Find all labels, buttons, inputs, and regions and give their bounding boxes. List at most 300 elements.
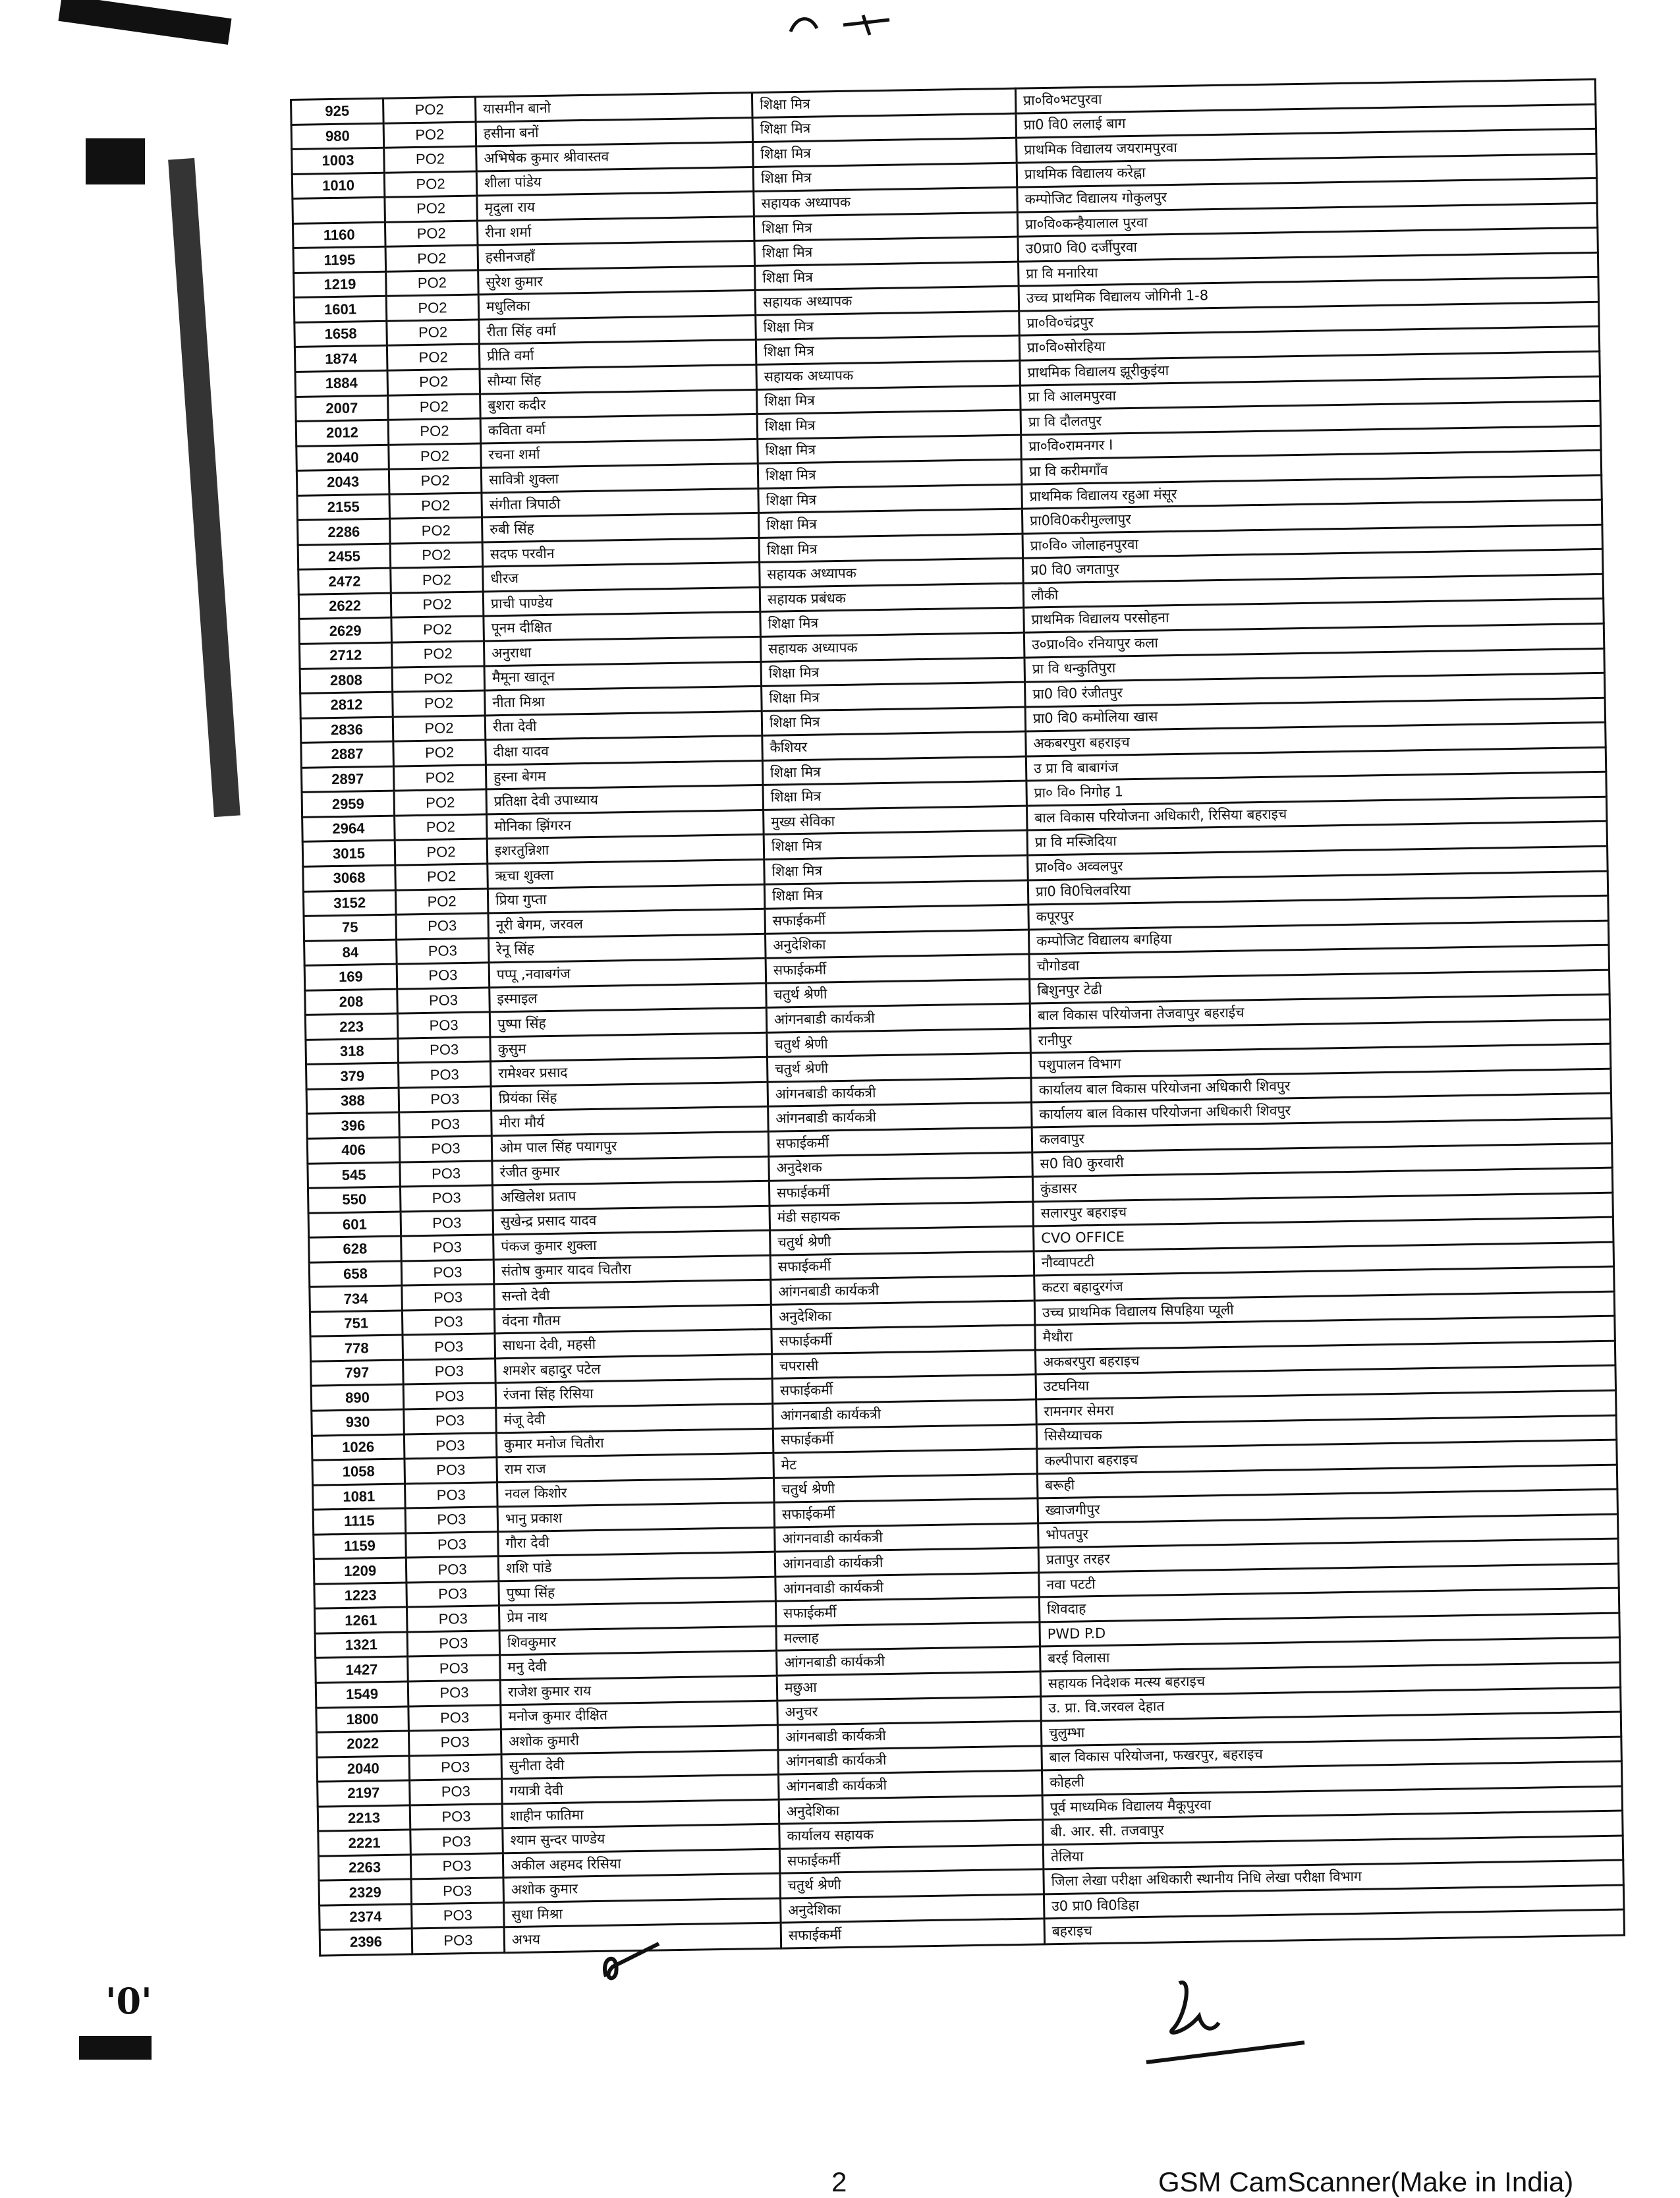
row-post: शिक्षा मित्र	[753, 138, 1017, 167]
row-post: सफाईकर्मी	[773, 1424, 1037, 1453]
row-name: सुरेश कुमार	[478, 266, 756, 295]
row-id	[293, 197, 385, 223]
signature-right	[1140, 1970, 1311, 2071]
row-id: 1601	[294, 296, 387, 323]
row-name: मृदुला राय	[477, 192, 754, 221]
row-name: सुखेन्द्र प्रसाद यादव	[493, 1206, 770, 1235]
row-id: 2964	[302, 816, 395, 842]
row-post: शिक्षा मित्र	[758, 509, 1022, 538]
row-name: रेनू सिंह	[489, 934, 766, 963]
row-code: PO2	[393, 765, 486, 791]
row-place: प्रा0 वि0 कमोलिया खास	[1025, 698, 1605, 731]
row-place: उ०प्रा०वि० रनियापुर कला	[1024, 623, 1604, 657]
row-post: शिक्षा मित्र	[763, 781, 1027, 810]
employee-list-table	[290, 78, 1623, 1957]
row-place: स0 वि0 कुरवारी	[1032, 1143, 1612, 1177]
row-post: चतुर्थ श्रेणी	[766, 979, 1030, 1008]
row-place: रामनगर सेमरा	[1036, 1390, 1616, 1424]
row-code: PO3	[410, 1803, 503, 1830]
row-name: अशोक कुमार	[503, 1874, 781, 1903]
row-post: सहायक अध्यापक	[756, 360, 1021, 389]
row-code: PO3	[403, 1334, 495, 1360]
row-code: PO2	[385, 245, 478, 271]
row-place: बी. आर. सी. तजवापुर	[1043, 1811, 1623, 1844]
row-post: शिक्षा मित्र	[753, 163, 1017, 192]
row-name: रीता सिंह वर्मा	[479, 315, 756, 344]
table-body	[291, 79, 1625, 1956]
row-id: 2897	[301, 766, 394, 793]
row-post: सफाईकर्मी	[774, 1498, 1038, 1527]
row-code: PO3	[397, 963, 490, 989]
row-id: 406	[307, 1137, 400, 1164]
scan-edge-left-top	[86, 138, 145, 184]
row-post: मंडी सहायक	[770, 1202, 1034, 1231]
row-code: PO2	[390, 542, 483, 569]
row-name: मैमूना खातून	[484, 662, 762, 690]
row-place: प्रा0 वि0 रंजीतपुर	[1025, 673, 1605, 706]
row-place: प्रा० वि० निगोह 1	[1026, 772, 1606, 806]
row-post: शिक्षा मित्र	[764, 880, 1028, 909]
row-post: अनुदेशिका	[765, 930, 1029, 959]
row-code: PO2	[385, 221, 478, 247]
row-name: यासमीन बानो	[475, 92, 752, 121]
row-code: PO2	[389, 493, 482, 519]
row-name: दीक्षा यादव	[486, 736, 763, 765]
row-id: 1209	[314, 1558, 406, 1584]
row-id: 2629	[299, 618, 392, 644]
row-place: कलवापुर	[1032, 1118, 1611, 1152]
scan-edge-top-left	[58, 0, 231, 45]
row-post: शिक्षा मित्र	[757, 385, 1021, 414]
row-place: बाल विकास परियोजना अधिकारी, रिसिया बहराइच	[1026, 797, 1606, 830]
row-place: कोहली	[1042, 1761, 1621, 1795]
row-place: उ प्रा वि बाबागंज	[1026, 747, 1606, 781]
row-id: 396	[307, 1113, 400, 1139]
row-code: PO3	[408, 1730, 501, 1756]
row-name: पूनम दीक्षित	[484, 612, 761, 641]
row-post: शिक्षा मित्र	[757, 410, 1021, 439]
row-place: कम्पोजिट विद्यालय बगहिया	[1028, 920, 1608, 954]
row-post: अनुदेशिका	[779, 1795, 1043, 1824]
row-code: PO3	[409, 1754, 502, 1780]
row-code: PO2	[389, 443, 482, 470]
row-id: 2836	[300, 717, 393, 743]
row-place: अकबरपुरा बहराइच	[1026, 722, 1606, 756]
row-id: 1874	[294, 346, 387, 372]
row-id: 1081	[313, 1484, 406, 1510]
row-name: अकील अहमद रिसिया	[503, 1849, 780, 1878]
row-post: सफाईकर्मी	[769, 1177, 1033, 1206]
row-place: उच्च प्राथमिक विद्यालय सिपहिया प्यूली	[1034, 1291, 1614, 1325]
row-post: आंगनवाडी कार्यकत्री	[775, 1573, 1040, 1602]
row-id: 388	[306, 1088, 399, 1114]
row-name: कुमार मनोज चितौरा	[496, 1428, 773, 1457]
row-post: शिक्षा मित्र	[758, 484, 1022, 513]
row-id: 1884	[295, 370, 388, 397]
row-id: 1026	[312, 1434, 405, 1461]
row-post: अनुदेशिका	[771, 1301, 1035, 1330]
row-place: प्राथमिक विद्यालय झूरीकुइंया	[1020, 351, 1600, 385]
row-name: हसीना बनों	[476, 117, 753, 146]
row-post: शिक्षा मित्र	[758, 435, 1022, 464]
row-id: 75	[304, 915, 397, 941]
row-code: PO3	[403, 1359, 496, 1385]
row-code: PO2	[386, 295, 479, 321]
row-post: शिक्षा मित्र	[755, 262, 1019, 291]
row-id: 1003	[292, 148, 385, 174]
scan-edge-left-bar	[168, 158, 240, 817]
row-place: प्राथमिक विद्यालय परसोहना	[1024, 599, 1604, 633]
row-post: चपरासी	[772, 1350, 1036, 1379]
row-id: 550	[308, 1187, 401, 1213]
row-code: PO3	[401, 1210, 493, 1236]
row-post: आंगनबाडी कार्यकत्री	[777, 1721, 1042, 1750]
row-post: आंगनबाडी कार्यकत्री	[771, 1276, 1035, 1305]
row-place: प्रा0वि0करीमुल्लापुर	[1022, 500, 1602, 534]
row-post: शिक्षा मित्र	[752, 88, 1016, 117]
row-post: सफाईकर्मी	[772, 1374, 1036, 1403]
row-name: मनु देवी	[500, 1651, 777, 1680]
row-place: तेलिया	[1043, 1836, 1623, 1869]
row-post: आंगनबाडी कार्यकत्री	[779, 1770, 1043, 1799]
row-place: PWD P.D	[1040, 1613, 1619, 1647]
row-code: PO2	[388, 418, 481, 445]
row-place: उ0प्रा0 वि0 दर्जीपुरवा	[1018, 228, 1598, 262]
row-code: PO2	[386, 270, 479, 296]
row-name: सदफ परवीन	[482, 538, 760, 567]
row-code: PO3	[405, 1482, 498, 1508]
row-code: PO3	[412, 1927, 505, 1954]
row-id: 3068	[303, 865, 396, 891]
row-post: अनुदेशिका	[780, 1894, 1044, 1923]
row-name: पप्पू ,नवाबगंज	[489, 958, 766, 987]
row-name: संतोष कुमार यादव चितौरा	[493, 1255, 771, 1284]
row-post: मेट	[773, 1449, 1038, 1478]
row-name: नीता मिश्रा	[485, 686, 762, 715]
row-name: राम राज	[497, 1453, 774, 1482]
row-code: PO2	[389, 468, 482, 494]
row-place: बाल विकास परियोजना तेजवापुर बहराईच	[1030, 994, 1610, 1028]
row-id: 1160	[293, 222, 385, 248]
row-place: बहराइच	[1044, 1910, 1624, 1944]
row-name: श्याम सुन्दर पाण्डेय	[503, 1824, 780, 1853]
row-code: PO3	[399, 1086, 491, 1113]
row-post: शिक्षा मित्र	[762, 707, 1026, 736]
row-post: शिक्षा मित्र	[756, 311, 1020, 340]
row-code: PO3	[396, 913, 489, 940]
row-post: अनुदेशक	[769, 1152, 1033, 1181]
row-code: PO2	[395, 839, 488, 865]
row-name: वंदना गौतम	[494, 1305, 771, 1334]
row-code: PO3	[412, 1903, 505, 1929]
row-place: प्राथमिक विद्यालय जयरामपुरवा	[1017, 128, 1596, 162]
row-id: 2043	[296, 469, 389, 495]
row-id: 1549	[316, 1681, 408, 1708]
row-name: रुबी सिंह	[482, 513, 760, 542]
row-place: उ. प्रा. वि.जरवल देहात	[1041, 1687, 1621, 1721]
row-id: 2040	[296, 445, 389, 471]
row-place: जिला लेखा परीक्षा अधिकारी स्थानीय निधि लेखा परीक्षा विभाग	[1044, 1860, 1623, 1894]
row-place: रानीपुर	[1030, 1019, 1610, 1053]
row-post: मल्लाह	[776, 1622, 1040, 1651]
row-name: प्रिया गुप्ता	[488, 884, 765, 913]
row-post: मुख्य सेविका	[764, 806, 1028, 835]
row-name: इशरतुन्निशा	[487, 835, 764, 864]
row-code: PO2	[383, 122, 476, 148]
row-place: सिसैय्याचक	[1036, 1415, 1616, 1449]
row-place: कल्पीपारा बहराइच	[1037, 1440, 1617, 1473]
row-name: गौरा देवी	[498, 1527, 775, 1556]
row-post: आंगनबाडी कार्यकत्री	[768, 1078, 1032, 1107]
row-post: सफाईकर्मी	[766, 954, 1030, 983]
row-name: अभिषेक कुमार श्रीवास्तव	[476, 142, 754, 171]
row-code: PO3	[397, 988, 490, 1014]
row-post: कैशियर	[762, 731, 1026, 760]
row-post: शिक्षा मित्र	[754, 237, 1019, 266]
row-code: PO3	[408, 1705, 501, 1731]
row-id: 1261	[314, 1607, 407, 1633]
row-id: 628	[309, 1236, 402, 1262]
row-place: प्रा वि आलमपुरवा	[1020, 376, 1600, 410]
row-id: 2455	[298, 544, 391, 570]
footer-brand: GSM CamScanner(Make in India)	[1158, 2166, 1574, 2197]
row-post: आंगनबाडी कार्यकत्री	[777, 1647, 1041, 1676]
row-name: रंजना सिंह रिसिया	[495, 1379, 773, 1408]
row-place: प्रा०वि०सोरहिया	[1019, 327, 1599, 360]
row-name: पुष्पा सिंह	[499, 1577, 776, 1606]
row-id: 1658	[294, 321, 387, 347]
row-code: PO3	[407, 1631, 500, 1657]
row-place: ख्वाजगीपुर	[1038, 1489, 1617, 1523]
row-name: रीता देवी	[485, 711, 762, 740]
row-code: PO3	[402, 1309, 495, 1336]
row-post: सहायक अध्यापक	[754, 187, 1018, 216]
row-id: 2022	[316, 1731, 409, 1757]
row-name: राजेश कुमार राय	[500, 1676, 777, 1705]
row-place: प्रा०वि० जोलाहनपुरवा	[1022, 524, 1602, 558]
row-name: पंकज कुमार शुक्ला	[493, 1230, 771, 1259]
row-name: शिवकुमार	[499, 1626, 777, 1655]
row-place: प्रा वि दौलतपुर	[1021, 401, 1600, 434]
row-place: कम्पोजिट विद्यालय गोकुलपुर	[1017, 179, 1597, 212]
row-name: ऋचा शुक्ला	[488, 859, 765, 888]
row-post: सहायक अध्यापक	[755, 287, 1019, 316]
row-post: सहायक अध्यापक	[760, 633, 1024, 662]
row-name: मंजू देवी	[496, 1403, 773, 1432]
row-post: सहायक अध्यापक	[760, 559, 1024, 588]
row-name: प्रेम नाथ	[499, 1602, 776, 1631]
row-post: आंगनवाडी कार्यकत्री	[775, 1523, 1039, 1552]
row-place: प्रा वि धन्कुतिपुरा	[1024, 648, 1604, 682]
row-post: अनुचर	[777, 1696, 1042, 1725]
row-code: PO3	[403, 1383, 496, 1409]
row-name: रामेश्वर प्रसाद	[490, 1057, 768, 1086]
row-id: 2374	[320, 1904, 412, 1930]
row-name: रंजीत कुमार	[492, 1156, 770, 1185]
row-place: प्रा०वि०भटपुरवा	[1015, 79, 1595, 113]
row-name: रीना शर्मा	[477, 216, 754, 245]
row-place: प्रा0 वि0चिलवरिया	[1028, 871, 1608, 905]
row-code: PO2	[395, 888, 488, 915]
row-code: PO3	[400, 1160, 493, 1187]
row-post: शिक्षा मित्र	[764, 830, 1028, 859]
row-place: बरई विलासा	[1040, 1638, 1620, 1672]
row-post: शिक्षा मित्र	[761, 658, 1025, 687]
row-post: शिक्षा मित्र	[754, 212, 1018, 241]
row-id: 1223	[314, 1583, 407, 1609]
row-place: उ0 प्रा0 वि0डिहा	[1044, 1885, 1623, 1919]
row-name: अखिलेश प्रताप	[492, 1181, 770, 1210]
row-id: 379	[306, 1063, 399, 1089]
row-code: PO3	[401, 1260, 494, 1286]
row-id: 734	[310, 1285, 403, 1312]
row-place: नौव्वापटटी	[1034, 1242, 1613, 1276]
row-name: सावित्री शुक्ला	[481, 464, 758, 493]
row-name: प्रतिक्षा देवी उपाध्याय	[486, 785, 764, 814]
row-id: 2213	[318, 1805, 410, 1832]
row-code: PO2	[387, 369, 480, 395]
row-place: पशुपालन विभाग	[1030, 1044, 1610, 1078]
row-code: PO2	[391, 641, 484, 667]
row-place: प्र0 वि0 जगतापुर	[1023, 550, 1603, 583]
row-place: प्राथमिक विद्यालय करेह्ना	[1017, 154, 1596, 187]
row-place: बिशुनपुर टेढी	[1030, 970, 1610, 1003]
row-name: संगीता त्रिपाठी	[482, 488, 759, 517]
row-code: PO2	[390, 517, 483, 544]
row-id: 980	[291, 123, 384, 150]
row-place: चुलुम्भा	[1041, 1712, 1621, 1745]
row-name: मीरा मौर्य	[491, 1107, 769, 1136]
row-place: सहायक निदेशक मत्स्य बहराइच	[1040, 1662, 1620, 1696]
row-id: 2329	[319, 1879, 412, 1905]
row-place: कपूरपुर	[1028, 895, 1608, 929]
row-post: चतुर्थ श्रेणी	[767, 1053, 1031, 1082]
row-id: 2712	[299, 642, 392, 669]
row-code: PO2	[395, 864, 488, 890]
page-number: 2	[831, 2166, 847, 2197]
row-code: PO2	[384, 146, 477, 173]
row-code: PO3	[411, 1878, 504, 1904]
row-post: शिक्षा मित्र	[756, 336, 1020, 365]
row-id: 2263	[318, 1855, 411, 1881]
row-id: 2197	[318, 1780, 410, 1807]
row-code: PO3	[399, 1136, 492, 1162]
row-code: PO3	[398, 1037, 491, 1063]
row-name: सुनीता देवी	[501, 1750, 779, 1779]
row-place: CVO OFFICE	[1034, 1217, 1613, 1251]
row-name: शीला पांडेय	[476, 167, 754, 196]
row-id: 1058	[312, 1459, 405, 1485]
row-id: 2812	[300, 692, 393, 718]
row-name: शमशेर बहादुर पटेल	[495, 1354, 773, 1383]
row-name: हुस्ना बेगम	[486, 760, 763, 789]
row-name: कुसुम	[490, 1032, 768, 1061]
row-code: PO3	[408, 1680, 501, 1706]
row-place: प्रा०वि०रामनगर I	[1021, 426, 1601, 459]
row-name: साधना देवी, महसी	[495, 1330, 772, 1359]
row-post: सफाईकर्मी	[765, 905, 1029, 934]
row-name: गयात्री देवी	[502, 1774, 779, 1803]
row-id: 2808	[300, 667, 393, 694]
row-code: PO3	[410, 1853, 503, 1880]
row-code: PO3	[401, 1235, 494, 1261]
row-place: भोपतपुर	[1038, 1514, 1618, 1548]
row-place: प्रा0 वि0 ललाई बाग	[1016, 104, 1596, 138]
row-place: प्रा वि करीमगाँव	[1021, 451, 1601, 484]
row-code: PO3	[397, 938, 490, 965]
row-post: शिक्षा मित्र	[759, 534, 1023, 563]
row-code: PO3	[397, 1012, 490, 1038]
row-code: PO2	[384, 171, 477, 198]
row-place: चौगोडवा	[1029, 945, 1609, 978]
row-id: 223	[305, 1013, 398, 1040]
row-name: मनोज कुमार दीक्षित	[501, 1701, 778, 1730]
row-code: PO2	[388, 394, 481, 420]
row-code: PO3	[399, 1111, 492, 1137]
row-place: प्राथमिक विद्यालय रहुआ मंसूर	[1022, 475, 1602, 509]
row-place: बरूही	[1037, 1465, 1617, 1498]
row-id: 601	[308, 1212, 401, 1238]
signature-left	[593, 1937, 672, 1992]
row-code: PO2	[393, 740, 486, 766]
top-handwritten-mark	[784, 12, 942, 41]
row-post: सहायक प्रबंधक	[760, 583, 1024, 612]
row-name: बुशरा कदीर	[480, 389, 758, 418]
row-code: PO2	[395, 814, 488, 841]
row-post: आंगनबाडी कार्यकत्री	[773, 1399, 1037, 1428]
row-id: 169	[304, 964, 397, 990]
row-post: शिक्षा मित्र	[762, 682, 1026, 711]
row-id: 3152	[303, 890, 396, 916]
row-name: अशोक कुमारी	[501, 1725, 778, 1754]
row-code: PO3	[408, 1655, 501, 1681]
row-id: 318	[306, 1038, 399, 1065]
row-place: प्रा वि मस्जिदिया	[1027, 822, 1607, 855]
row-name: कविता वर्मा	[480, 414, 758, 443]
row-id: 930	[312, 1409, 405, 1436]
row-code: PO2	[383, 97, 476, 123]
row-id: 208	[305, 989, 398, 1015]
row-place: कुंडासर	[1032, 1168, 1612, 1201]
row-code: PO3	[406, 1532, 499, 1558]
row-name: सन्तो देवी	[494, 1280, 771, 1309]
row-post: शिक्षा मित्र	[760, 608, 1024, 637]
row-name: प्राची पाण्डेय	[483, 587, 760, 616]
row-code: PO3	[406, 1606, 499, 1632]
row-name: नूरी बेगम, जरवल	[488, 909, 766, 938]
row-id: 925	[291, 98, 384, 125]
row-place: मैथौरा	[1035, 1316, 1615, 1349]
row-post: आंगनबाडी कार्यकत्री	[768, 1102, 1032, 1131]
row-post: सफाईकर्मी	[775, 1597, 1040, 1626]
row-place: प्रा०वि० अव्वलपुर	[1028, 846, 1608, 880]
row-place: शिवदाह	[1039, 1588, 1619, 1621]
row-id: 2959	[302, 791, 395, 817]
row-code: PO2	[394, 789, 487, 816]
row-place: कार्यालय बाल विकास परियोजना अधिकारी शिवपुर	[1031, 1069, 1611, 1102]
row-post: चतुर्थ श्रेणी	[770, 1226, 1034, 1255]
row-name: हसीनजहाँ	[478, 241, 755, 270]
row-id: 1115	[313, 1508, 406, 1535]
row-code: PO3	[405, 1457, 497, 1484]
row-id: 751	[310, 1310, 403, 1337]
row-code: PO3	[399, 1061, 491, 1088]
row-id: 1427	[316, 1656, 408, 1683]
row-id: 2007	[296, 395, 389, 422]
row-id: 778	[310, 1335, 403, 1361]
row-post: सफाईकर्मी	[770, 1251, 1034, 1280]
row-id: 2221	[318, 1830, 411, 1856]
